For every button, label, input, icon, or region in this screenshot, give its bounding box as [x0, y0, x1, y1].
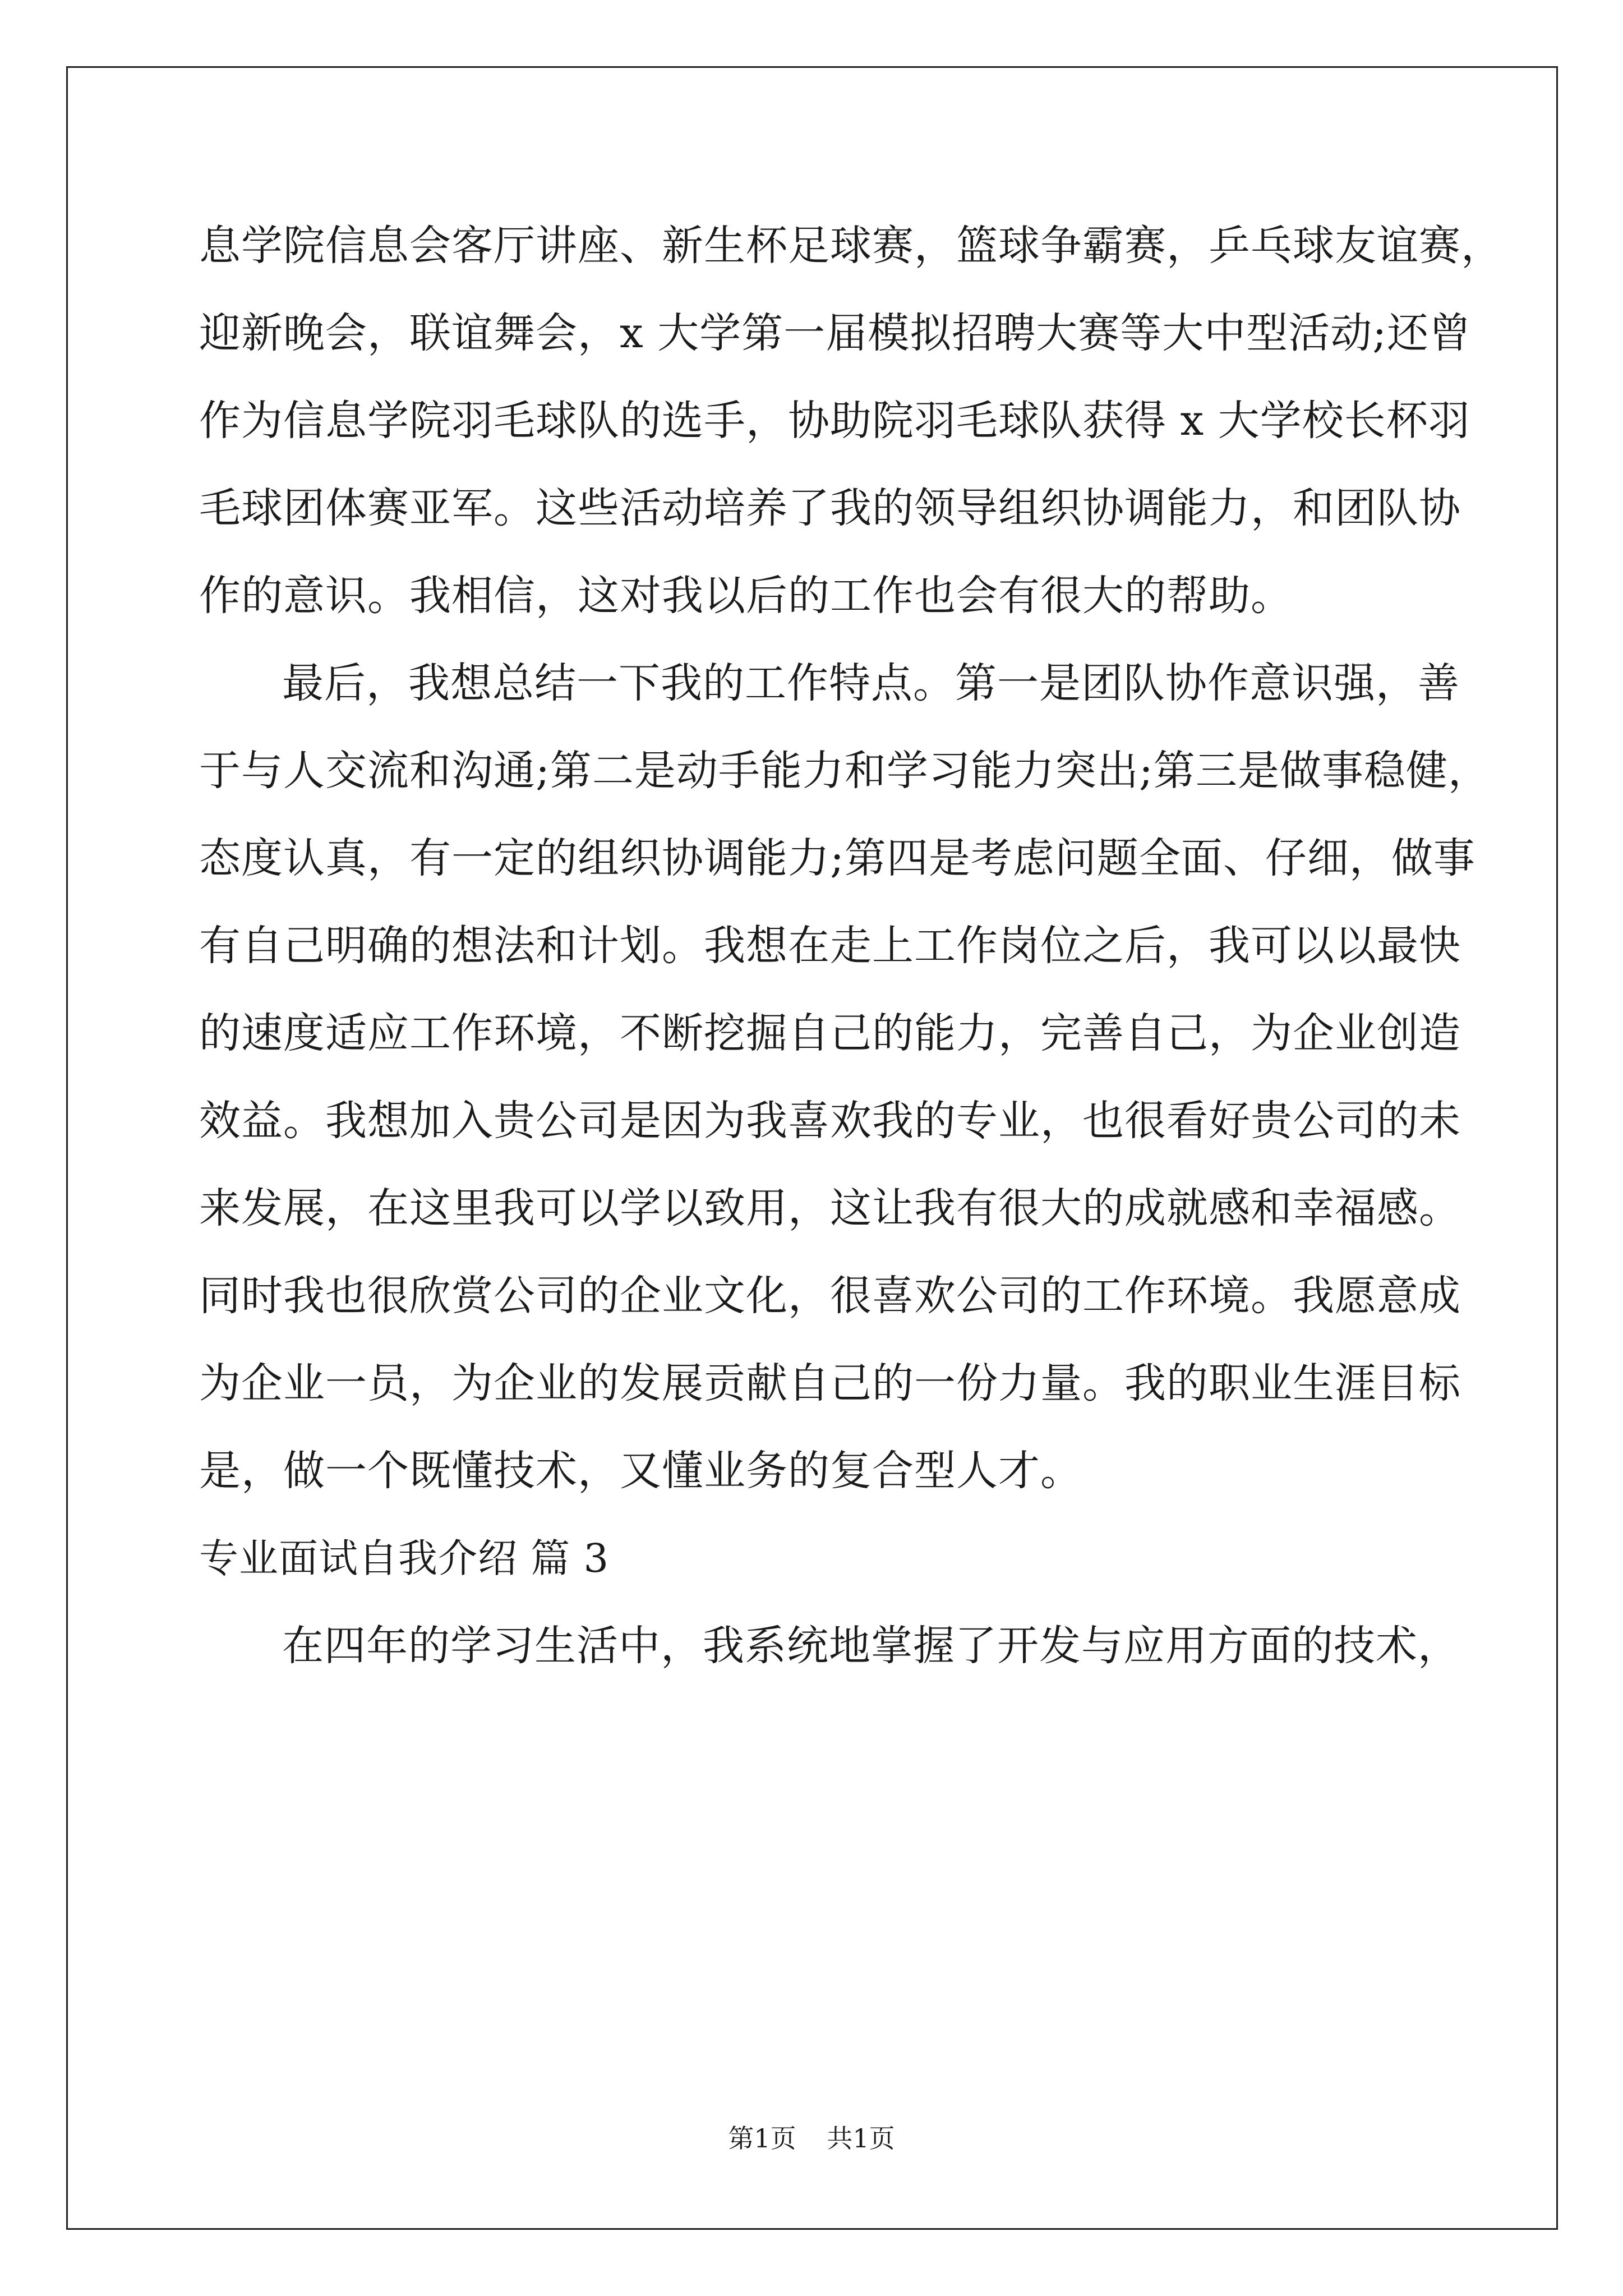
- text-line: 迎新晚会，联谊舞会，x 大学第一届模拟招聘大赛等大中型活动;还曾: [199, 309, 1472, 357]
- text-line: 同时我也很欣赏公司的企业文化，很喜欢公司的工作环境。我愿意成: [199, 1272, 1461, 1320]
- text-line: 是，做一个既懂技术，又懂业务的复合型人才。: [199, 1447, 1082, 1495]
- document-body: [199, 202, 1503, 1690]
- paragraph-start-line: 在四年的学习生活中，我系统地掌握了开发与应用方面的技术，: [282, 1622, 1460, 1670]
- text-line: 毛球团体赛亚军。这些活动培养了我的领导组织协调能力，和团队协: [199, 484, 1461, 532]
- text-line: 来发展，在这里我可以学以致用，这让我有很大的成就感和幸福感。: [199, 1184, 1461, 1232]
- text-line: 态度认真，有一定的组织协调能力;第四是考虑问题全面、仔细，做事: [199, 834, 1476, 882]
- text-line: 效益。我想加入贵公司是因为我喜欢我的专业，也很看好贵公司的未: [199, 1097, 1461, 1145]
- text-line: 于与人交流和沟通;第二是动手能力和学习能力突出;第三是做事稳健，: [199, 747, 1490, 795]
- section-heading: 专业面试自我介绍 篇 3: [199, 1535, 610, 1581]
- text-line: 作的意识。我相信，这对我以后的工作也会有很大的帮助。: [199, 572, 1293, 620]
- text-line: 息学院信息会客厅讲座、新生杯足球赛，篮球争霸赛，乒乓球友谊赛，: [199, 222, 1503, 270]
- page-number: 第1页: [728, 2123, 796, 2154]
- text-line: 有自己明确的想法和计划。我想在走上工作岗位之后，我可以以最快: [199, 922, 1461, 970]
- page-total: 共1页: [827, 2123, 895, 2154]
- page-footer: [0, 2122, 1623, 2155]
- text-line: 的速度适应工作环境，不断挖掘自己的能力，完善自己，为企业创造: [199, 1009, 1461, 1057]
- text-line: 作为信息学院羽毛球队的选手，协助院羽毛球队获得 x 大学校长杯羽: [199, 397, 1470, 445]
- text-line: 为企业一员，为企业的发展贡献自己的一份力量。我的职业生涯目标: [199, 1359, 1461, 1407]
- paragraph-start-line: 最后，我想总结一下我的工作特点。第一是团队协作意识强，善: [282, 659, 1460, 707]
